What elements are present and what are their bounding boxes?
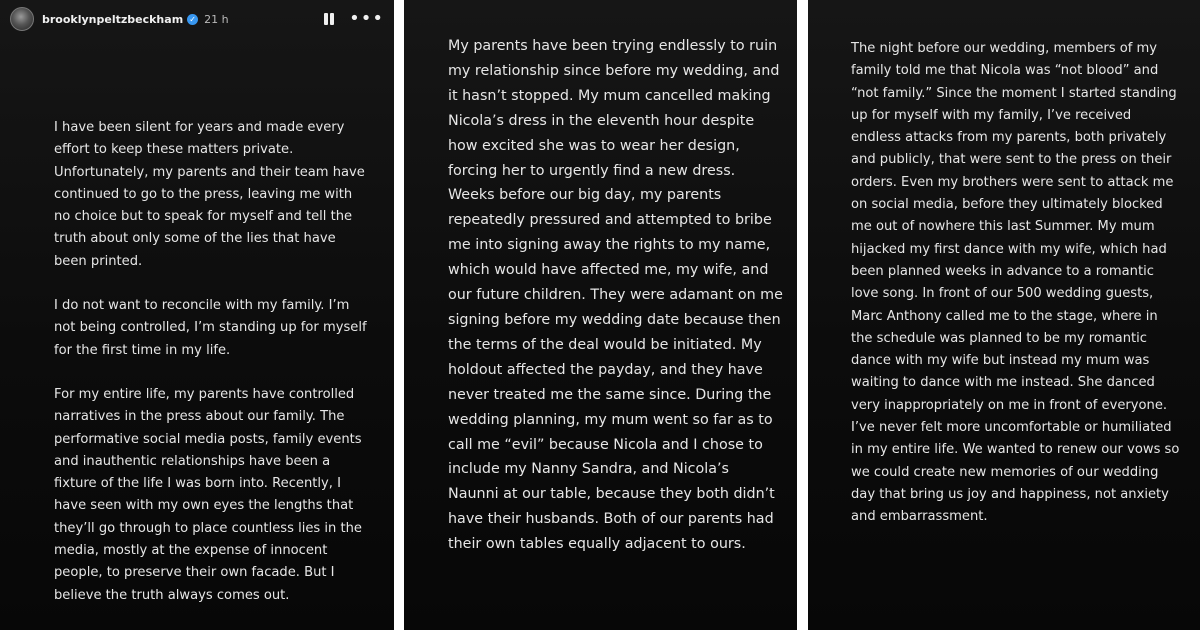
- paragraph: The night before our wedding, members of my family told me that Nicola was “not blood” and “not family.” Since the moment I started standing up for myself with my family, I’ve received endless attacks from my parents, both privately and publicly, that were sent to the press on their orders. Even my brothers were sent to attack me on social media, before they ultimately blocked me out of nowhere this last Summer. My mum hijacked my first dance with my wife, which had been planned weeks in advance to a romantic love song. In front of our 500 wedding guests, Marc Anthony called me to the stage, where in the schedule was planned to be my romantic dance with my wife but instead my mum was waiting to dance with me instead. She danced very inappropriately on me in front of everyone. I’ve never felt more uncomfortable or humiliated in my entire life. We wanted to renew our vows so we could create new memories of our wedding day that bring us joy and happiness, not anxiety and embarrassment.: [851, 41, 1180, 525]
- story-panel-3: [808, 0, 1200, 630]
- username[interactable]: brooklynpeltzbeckham: [42, 12, 184, 26]
- avatar[interactable]: [10, 7, 34, 31]
- pause-icon[interactable]: [323, 12, 335, 26]
- paragraph: I have been silent for years and made every effort to keep these matters private. Unfortunately, my parents and their team have continued to go to the press, leaving me with no choice but to speak for myself and tell the truth about only some of the lies that have been printed.: [54, 120, 365, 269]
- paragraph: I do not want to reconcile with my family. I’m not being controlled, I’m standing up for myself for the first time in my life.: [54, 298, 367, 358]
- story-panel-1: [0, 0, 394, 630]
- story-text: [851, 38, 1181, 551]
- more-options-icon[interactable]: •••: [349, 8, 384, 29]
- story-panel-2: [404, 0, 797, 630]
- paragraph: For my entire life, my parents have controlled narratives in the press about our family. The performative social media posts, family events and inauthentic relationships have been a fixture of the life I was born into. Recently, I have seen with my own eyes the lengths that they’ll go through to place countless lies in the media, mostly at the expense of innocent people, to preserve their own facade. But I believe the truth always comes out.: [54, 386, 362, 603]
- verified-badge-icon: ✓: [187, 14, 198, 25]
- story-text: [448, 34, 783, 579]
- story-text: [54, 117, 372, 629]
- story-header: [10, 6, 384, 32]
- paragraph: My parents have been trying endlessly to ruin my relationship since before my wedding, and it hasn’t stopped. My mum cancelled making Nicola’s dress in the eleventh hour despite how excited she was to wear her design, forcing her to urgently find a new dress. Weeks before our big day, my parents repeatedly pressured and attempted to bribe me into signing away the rights to my name, which would have affected me, my wife, and our future children. They were adamant on me signing before my wedding date because then the terms of the deal would be initiated. My holdout affected the payday, and they have never treated me the same since. During the wedding planning, my mum went so far as to call me “evil” because Nicola and I chose to include my Nanny Sandra, and Nicola’s Naunni at our table, because they both didn’t have their husbands. Both of our parents had their own tables equally adjacent to ours.: [448, 38, 783, 553]
- post-time: 21 h: [204, 12, 229, 26]
